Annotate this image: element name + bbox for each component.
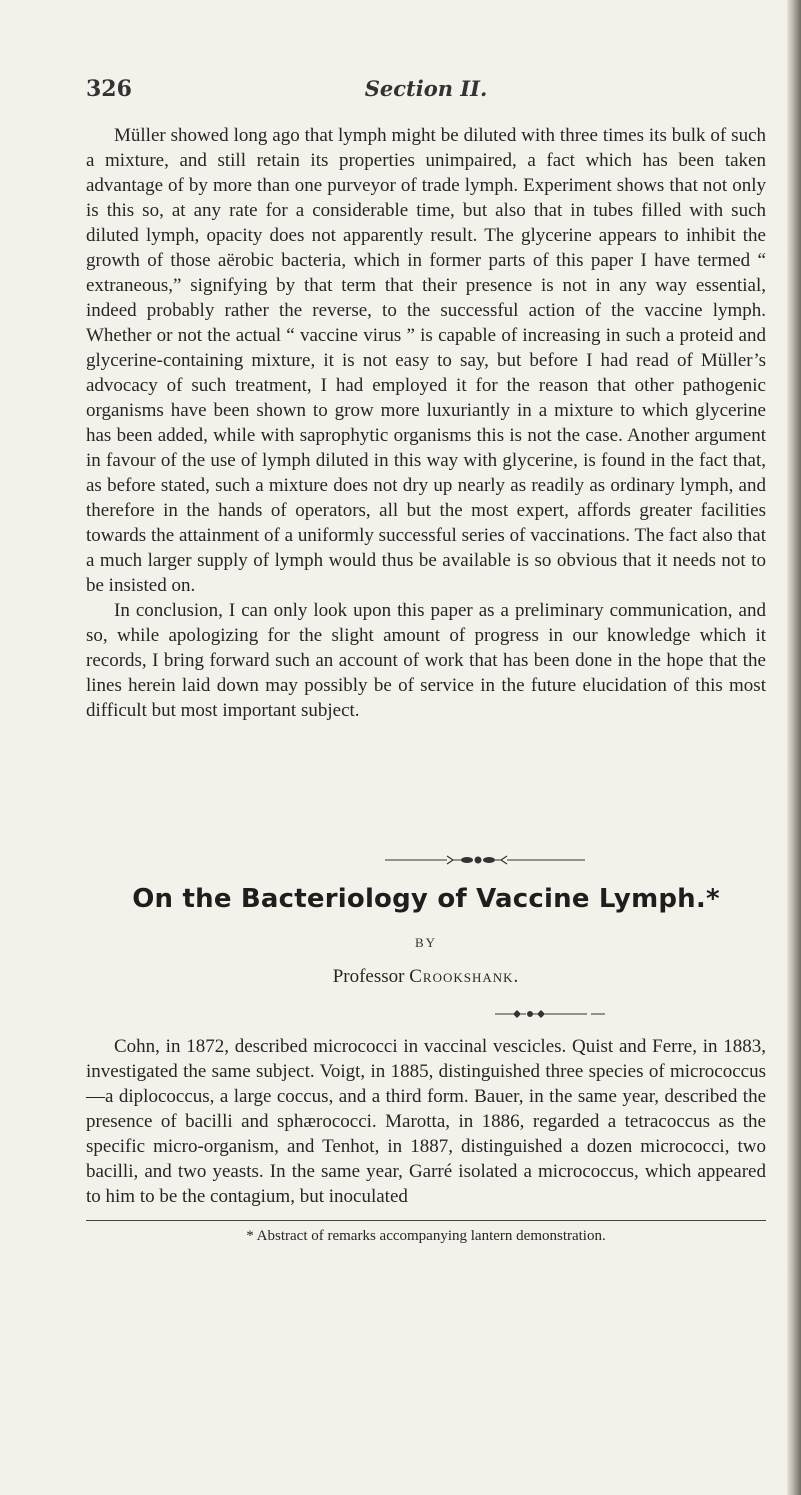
- page-header: [86, 76, 766, 106]
- paragraph: Müller showed long ago that lymph might be diluted with three times its bulk of such a mixture, and still retain its properties unimpaired, a fact which has been taken advantage of by more than one purveyor of trade lymph. Experiment shows that not only is this so, at any rate for a considerable time, but also that in tubes filled with such diluted lymph, opacity does not apparently result. The glycerine appears to inhibit the growth of those aërobic bacteria, which in former parts of this paper I have termed “ extraneous,” signifying by that term that their presence is not in any way essential, indeed probably rather the reverse, to the successful action of the vaccine lymph. Whether or not the actual “ vaccine virus ” is capable of increasing in such a proteid and glycerine-containing mixture, it is not easy to say, but before I had read of Müller’s advocacy of such treatment, I had employed it for the reason that other pathogenic organisms have been shown to grow more luxuriantly in a mixture to which glycerine has been added, while with saprophytic organisms this is not the case. Another argument in favour of the use of lymph diluted in this way with glycerine, is found in the fact that, as before stated, such a mixture does not dry up nearly as readily as ordinary lymph, and therefore in the hands of operators, all but the most expert, affords greater facilities towards the attainment of a uniformly successful series of vaccinations. The fact also that a much larger supply of lymph would thus be available is so obvious that it needs not to be insisted on.: [86, 125, 766, 596]
- author-prefix: Professor: [332, 966, 405, 987]
- title-divider-ornament: [495, 1008, 605, 1020]
- section-divider-ornament: [385, 853, 615, 867]
- page-number: 326: [86, 76, 132, 102]
- author-name: Crookshank.: [409, 966, 520, 987]
- author-line: [86, 966, 766, 988]
- footnote-rule: [86, 1220, 766, 1221]
- page-edge-shadow: [787, 0, 801, 1495]
- article-title: On the Bacteriology of Vaccine Lymph.*: [132, 884, 720, 914]
- article-body-text: [86, 1034, 766, 1209]
- running-head: Section II.: [364, 76, 488, 101]
- previous-article-text: [86, 123, 766, 723]
- paragraph: Cohn, in 1872, described micrococci in vaccinal vescicles. Quist and Ferre, in 1883, investigated the same subject. Voigt, in 1885, distinguished three species of micrococcus—a diplococcus, a large coccus, and a third form. Bauer, in the same year, described the presence of bacilli and sphærococci. Marotta, in 1886, regarded a tetracoccus as the specific micro-organism, and Tenhot, in 1887, distinguished a dozen micrococci, two bacilli, and two yeasts. In the same year, Garré isolated a micrococcus, which appeared to him to be the contagium, but inoculated: [86, 1036, 766, 1207]
- footnote: * Abstract of remarks accompanying lantern demonstration.: [246, 1228, 606, 1244]
- paragraph: In conclusion, I can only look upon this paper as a preliminary communication, and so, while apologizing for the slight amount of progress in our knowledge which it records, I bring forward such an account of work that has been done in the hope that the lines herein laid down may possibly be of service in the future elucidation of this most difficult but most important subject.: [86, 600, 766, 721]
- byline-by: BY: [414, 935, 438, 950]
